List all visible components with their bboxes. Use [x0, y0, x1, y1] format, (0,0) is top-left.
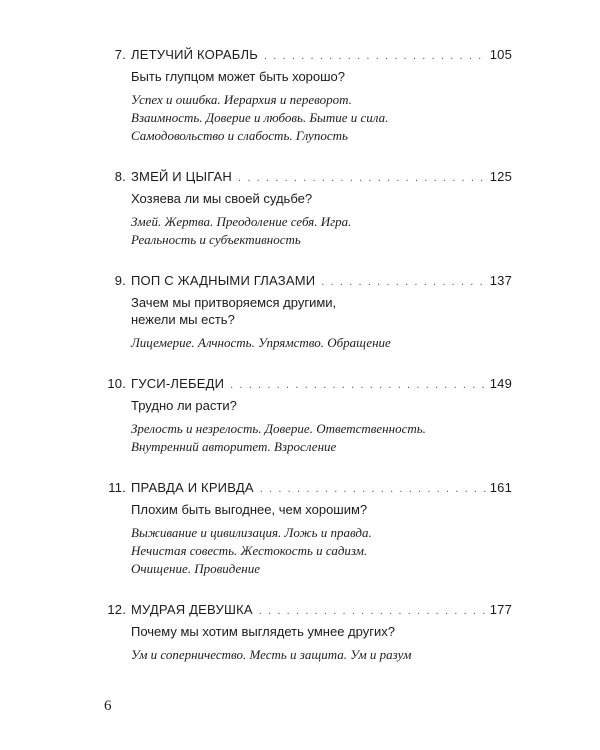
- chapter-title: ЗМЕЙ И ЦЫГАН: [131, 169, 233, 184]
- keywords-line: Самодовольство и слабость. Глупость: [131, 128, 348, 143]
- dot-leader: [260, 480, 487, 498]
- chapter-question: Зачем мы притворяемся другими, нежели мы есть?: [131, 295, 337, 327]
- chapter-keywords: [131, 91, 512, 145]
- page-number: 6: [104, 698, 112, 714]
- dot-leader: [259, 602, 487, 620]
- keywords-line: Ум и соперничество. Месть и защита. Ум и разум: [131, 647, 412, 662]
- keywords-line: Очищение. Провидение: [131, 561, 260, 576]
- chapter-number: 8.: [114, 169, 126, 184]
- toc-entry-heading: [100, 601, 512, 620]
- table-of-contents: [100, 46, 512, 687]
- chapter-number: 7.: [114, 47, 126, 62]
- keywords-line: Внутренний авторитет. Взросление: [131, 439, 337, 454]
- chapter-number: 11.: [108, 480, 126, 495]
- chapter-number: 12.: [107, 602, 126, 617]
- keywords-line: Выживание и цивилизация. Ложь и правда.: [131, 525, 372, 540]
- chapter-keywords: [131, 524, 512, 578]
- chapter-keywords: [131, 213, 512, 249]
- chapter-page-number: 177: [489, 602, 512, 617]
- chapter-page-number: 149: [489, 376, 512, 391]
- chapter-title: МУДРАЯ ДЕВУШКА: [131, 602, 253, 617]
- chapter-title: ГУСИ-ЛЕБЕДИ: [131, 376, 225, 391]
- toc-entry: [100, 601, 512, 664]
- chapter-page-number: 161: [489, 480, 512, 495]
- keywords-line: Змей. Жертва. Преодоление себя. Игра.: [131, 214, 352, 229]
- toc-entry: [100, 479, 512, 578]
- chapter-question: Почему мы хотим выглядеть умнее других?: [131, 624, 395, 639]
- keywords-line: Нечистая совесть. Жестокость и садизм.: [131, 543, 368, 558]
- chapter-page-number: 137: [489, 273, 512, 288]
- chapter-title: ЛЕТУЧИЙ КОРАБЛЬ: [131, 47, 258, 62]
- toc-entry-heading: [100, 479, 512, 498]
- toc-entry: [100, 375, 512, 456]
- toc-entry: [100, 272, 512, 352]
- toc-entry-heading: [100, 168, 512, 187]
- keywords-line: Взаимность. Доверие и любовь. Бытие и сила.: [131, 110, 389, 125]
- chapter-title: ПОП С ЖАДНЫМИ ГЛАЗАМИ: [131, 273, 316, 288]
- keywords-line: Реальность и субъективность: [131, 232, 301, 247]
- toc-entry: [100, 46, 512, 145]
- toc-entry: [100, 168, 512, 249]
- chapter-keywords: [131, 646, 512, 664]
- chapter-title: ПРАВДА И КРИВДА: [131, 480, 254, 495]
- chapter-question: Трудно ли расти?: [131, 398, 237, 413]
- chapter-number: 9.: [114, 273, 126, 288]
- dot-leader: [321, 273, 486, 291]
- chapter-keywords: [131, 334, 512, 352]
- toc-entry-heading: [100, 375, 512, 394]
- toc-entry-heading: [100, 272, 512, 291]
- chapter-page-number: 125: [489, 169, 512, 184]
- chapter-keywords: [131, 420, 512, 456]
- dot-leader: [230, 376, 487, 394]
- keywords-line: Зрелость и незрелость. Доверие. Ответственность.: [131, 421, 426, 436]
- keywords-line: Лицемерие. Алчность. Упрямство. Обращение: [131, 335, 391, 350]
- toc-entry-heading: [100, 46, 512, 65]
- chapter-question: Плохим быть выгоднее, чем хорошим?: [131, 502, 368, 517]
- chapter-page-number: 105: [489, 47, 512, 62]
- chapter-question: Хозяева ли мы своей судьбе?: [131, 191, 313, 206]
- chapter-number: 10.: [107, 376, 126, 391]
- keywords-line: Успех и ошибка. Иерархия и переворот.: [131, 92, 352, 107]
- dot-leader: [238, 169, 487, 187]
- chapter-question: Быть глупцом может быть хорошо?: [131, 69, 346, 84]
- dot-leader: [264, 47, 487, 65]
